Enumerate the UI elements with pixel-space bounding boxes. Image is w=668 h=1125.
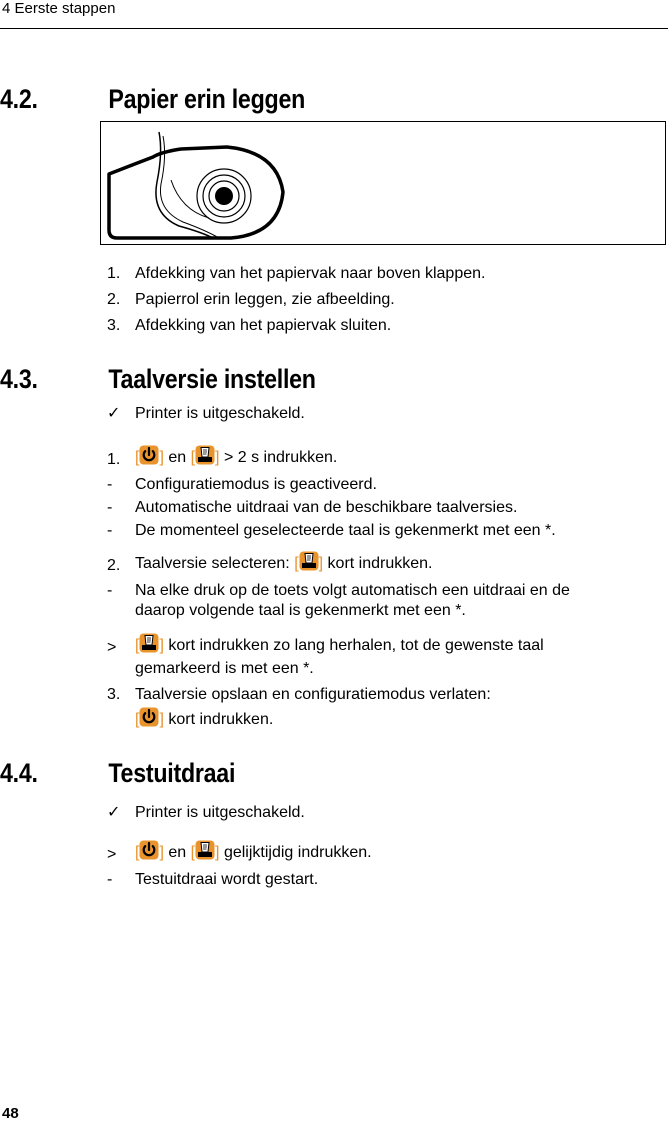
section-title: Papier erin leggen xyxy=(108,84,306,114)
bullet-mark: - xyxy=(107,522,113,539)
bullet-mark: - xyxy=(107,499,113,516)
precondition-text: Printer is uitgeschakeld. xyxy=(135,804,305,821)
section-heading-4-2 xyxy=(0,84,305,115)
bracket: [ xyxy=(135,711,140,728)
bullet-text-line: Na elke druk op de toets volgt automatisch een uitdraai en de xyxy=(135,582,570,599)
bracket: ] xyxy=(215,844,220,861)
section-title: Testuitdraai xyxy=(108,758,236,788)
bullet-mark: - xyxy=(107,871,113,888)
power-icon xyxy=(139,840,159,860)
bracket: ] xyxy=(159,711,164,728)
bullet-mark: - xyxy=(107,476,113,493)
action-text xyxy=(135,633,544,658)
bullet-mark: - xyxy=(107,582,113,599)
step-text: Afdekking van het papiervak sluiten. xyxy=(135,317,392,334)
step-mark: 3. xyxy=(107,317,121,334)
step-text-part: kort indrukken. xyxy=(163,711,274,728)
step-mark: 2. xyxy=(107,291,121,308)
paper-feed-icon xyxy=(139,633,159,653)
section-number: 4.4. xyxy=(0,758,38,788)
bracket: [ xyxy=(135,449,140,466)
step-text-part: kort indrukken. xyxy=(323,555,433,572)
bracket: [ xyxy=(190,844,196,861)
step-text-line xyxy=(135,707,273,732)
action-text-part: gelijktijdig indrukken. xyxy=(219,844,372,861)
action-mark: > xyxy=(107,639,117,656)
check-icon: ✓ xyxy=(107,804,121,821)
action-text xyxy=(135,840,372,865)
step-text: Papierrol erin leggen, zie afbeelding. xyxy=(135,291,395,308)
step-text xyxy=(135,445,337,470)
paper-feed-icon xyxy=(299,551,319,571)
bracket: ] xyxy=(318,555,324,572)
step-mark: 3. xyxy=(107,686,121,703)
bracket: ] xyxy=(159,637,164,654)
paper-roll-illustration xyxy=(101,122,667,246)
bullet-text: Testuitdraai wordt gestart. xyxy=(135,871,319,888)
bracket: [ xyxy=(190,449,196,466)
action-text-line: gemarkeerd is met een *. xyxy=(135,660,314,677)
section-title: Taalversie instellen xyxy=(108,364,316,394)
step-mark: 1. xyxy=(107,451,121,468)
bullet-text: De momenteel geselecteerde taal is gekenmerkt met een *. xyxy=(135,522,556,539)
step-text-part: > 2 s indrukken. xyxy=(219,449,338,466)
bullet-text: Automatische uitdraai van de beschikbare taalversies. xyxy=(135,499,518,516)
chapter-title: 4 Eerste stappen xyxy=(2,0,116,17)
paper-feed-icon xyxy=(195,445,215,465)
bullet-text-line: daarop volgende taal is gekenmerkt met een *. xyxy=(135,602,466,619)
section-heading-4-4 xyxy=(0,758,235,789)
step-mark: 1. xyxy=(107,265,121,282)
bracket: ] xyxy=(159,449,164,466)
bracket: ] xyxy=(215,449,220,466)
action-mark: > xyxy=(107,846,117,863)
bullet-text: Configuratiemodus is geactiveerd. xyxy=(135,476,377,493)
section-number: 4.2. xyxy=(0,84,38,114)
step-mark: 2. xyxy=(107,557,121,574)
paper-feed-icon xyxy=(195,840,215,860)
paper-roll-figure xyxy=(100,121,666,245)
step-text-part: en xyxy=(163,449,191,466)
bracket: [ xyxy=(135,844,140,861)
page-header xyxy=(0,0,668,29)
step-text-part: Taalversie selecteren: xyxy=(135,555,295,572)
check-icon: ✓ xyxy=(107,405,121,422)
bracket: ] xyxy=(159,844,164,861)
section-number: 4.3. xyxy=(0,364,38,394)
page-number: 48 xyxy=(2,1105,19,1122)
precondition-text: Printer is uitgeschakeld. xyxy=(135,405,305,422)
step-text: Afdekking van het papiervak naar boven klappen. xyxy=(135,265,486,282)
power-icon xyxy=(139,445,159,465)
power-icon xyxy=(139,707,159,727)
step-text xyxy=(135,551,432,576)
bracket: [ xyxy=(294,555,299,572)
action-text-part: kort indrukken zo lang herhalen, tot de gewenste taal xyxy=(163,637,544,654)
action-text-part: en xyxy=(163,844,191,861)
bracket: [ xyxy=(135,637,140,654)
step-text-line: Taalversie opslaan en configuratiemodus verlaten: xyxy=(135,686,491,703)
section-heading-4-3 xyxy=(0,364,316,395)
